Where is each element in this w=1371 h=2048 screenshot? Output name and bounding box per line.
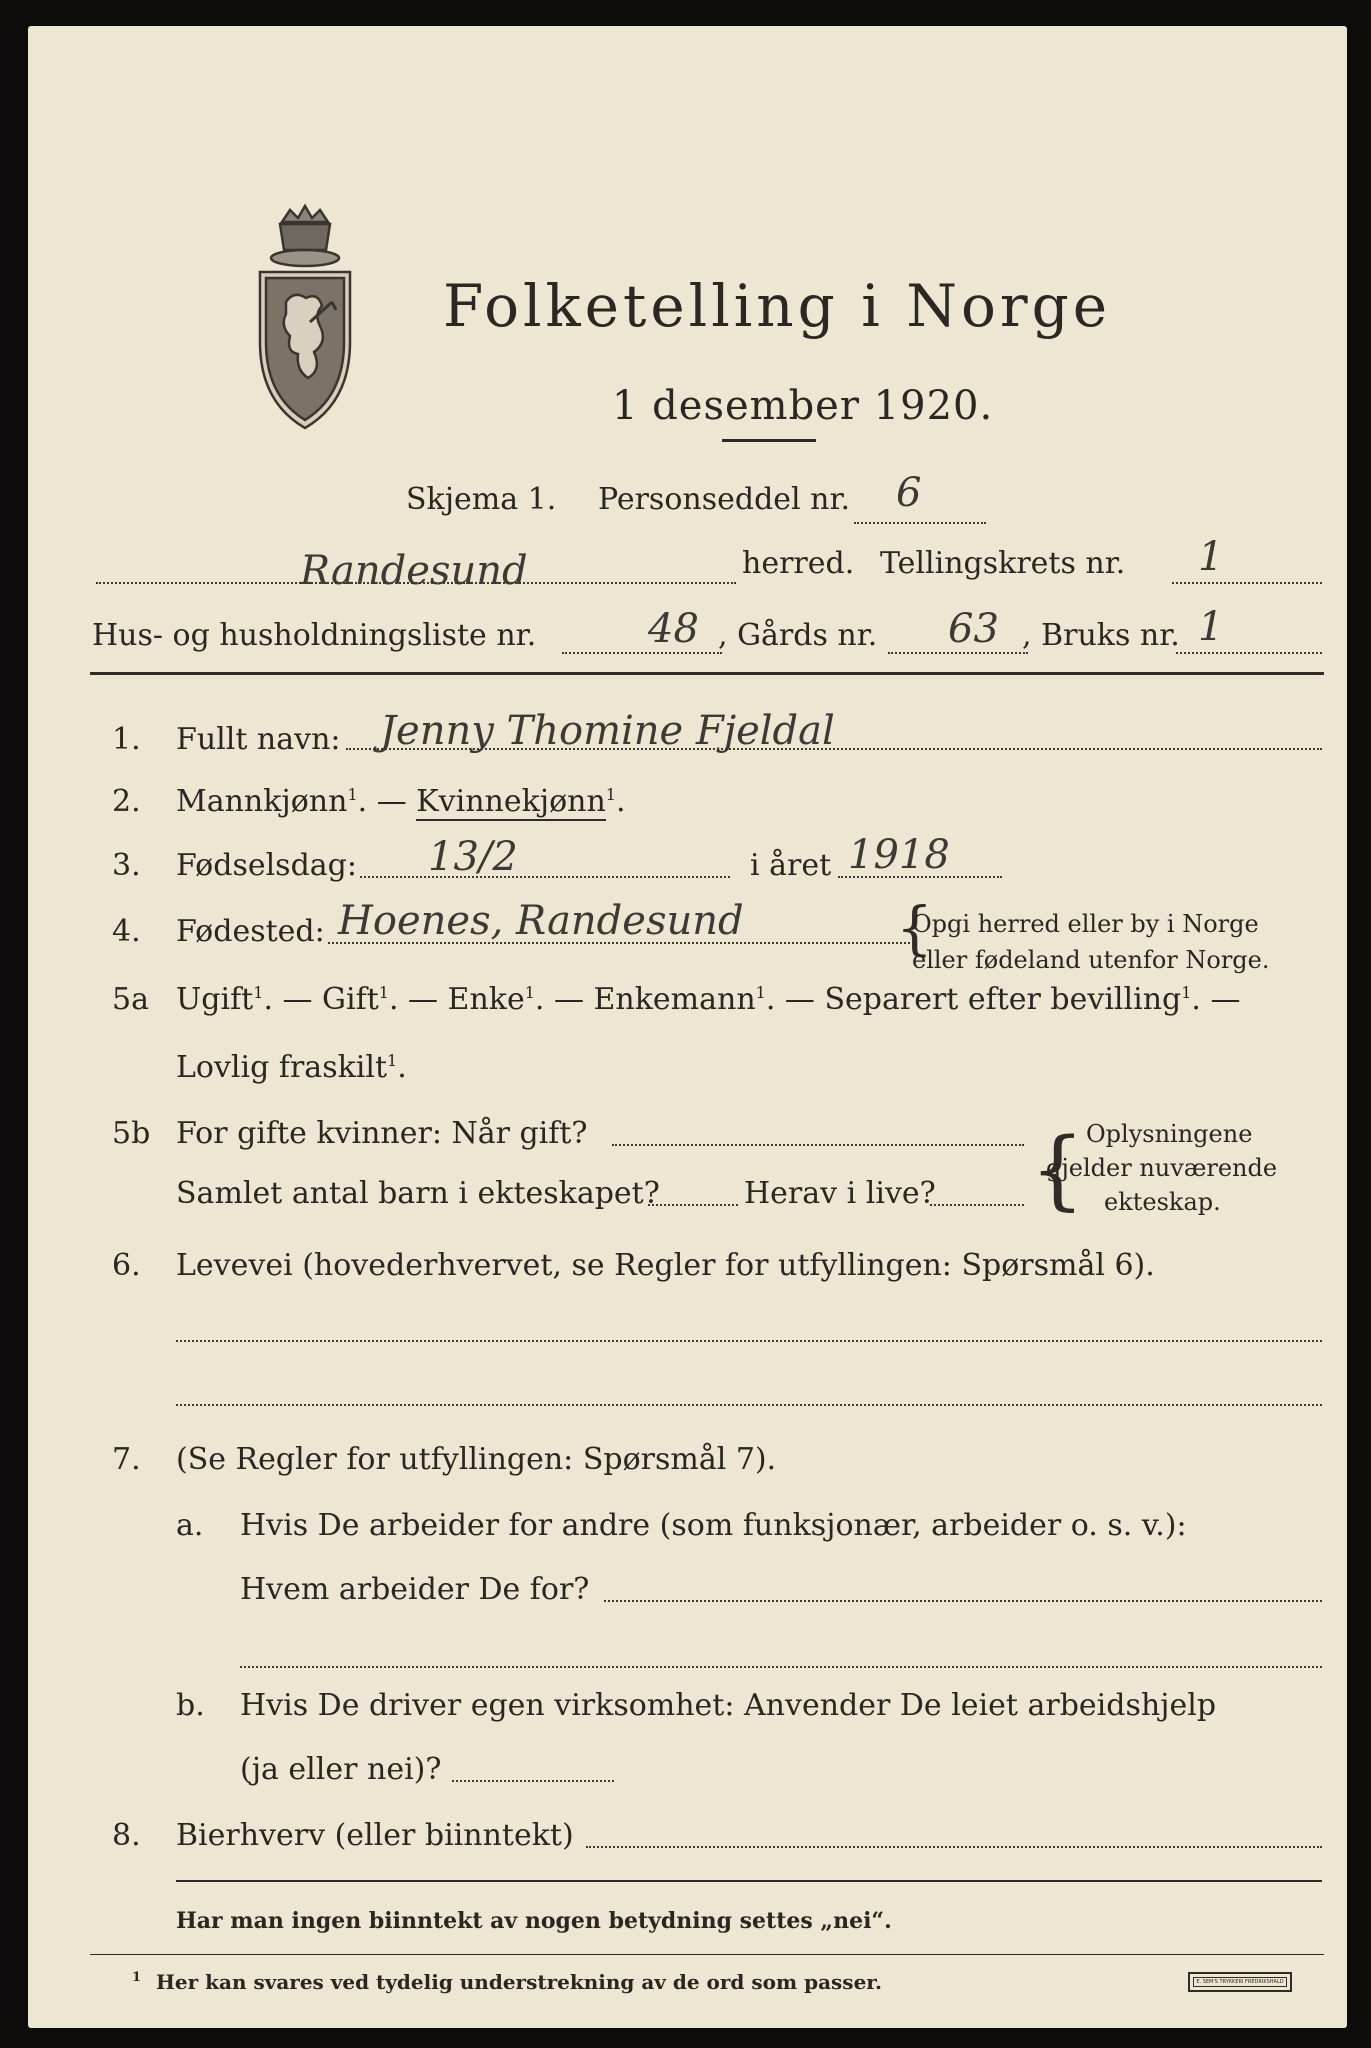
tellingskrets-label: Tellingskrets nr. — [880, 546, 1126, 581]
q6-number: 6. — [112, 1248, 141, 1283]
q5b-note-line1: Oplysningene — [1086, 1120, 1253, 1148]
q8-label: Bierhverv (eller biinntekt) — [176, 1818, 574, 1853]
q7a-label: Hvis De arbeider for andre (som funksjonær, arbeider o. s. v.): — [240, 1508, 1187, 1543]
norwegian-coat-of-arms-icon — [252, 202, 358, 432]
gards-label: , Gårds nr. — [718, 618, 878, 653]
gards-value: 63 — [948, 606, 999, 652]
personseddel-value: 6 — [896, 470, 922, 516]
header-divider — [90, 672, 1324, 675]
footer-note: Har man ingen biinntekt av nogen betydning settes „nei“. — [176, 1908, 892, 1934]
printer-stamp: E. SEM'S TRYKKERI FREDRIKSHALD — [1188, 1972, 1292, 1992]
q7b-letter: b. — [176, 1688, 205, 1723]
personseddel-label: Personseddel nr. — [598, 482, 851, 517]
hus-label: Hus- og husholdningsliste nr. — [92, 618, 537, 653]
bruks-label: , Bruks nr. — [1022, 618, 1180, 653]
title-divider — [722, 439, 816, 442]
q7-number: 7. — [112, 1442, 141, 1477]
q4-label: Fødested: — [176, 914, 325, 949]
q5b-herav-i-live: Herav i live? — [744, 1176, 936, 1211]
q2-kvinnekjonn: Kvinnekjønn — [416, 784, 606, 819]
q4-number: 4. — [112, 914, 141, 949]
q7a-label2: Hvem arbeider De for? — [240, 1572, 590, 1607]
q5b-note-line3: ekteskap. — [1104, 1188, 1221, 1216]
q4-birthplace: Hoenes, Randesund — [338, 898, 744, 944]
q4-note-line1: Opgi herred eller by i Norge — [912, 910, 1259, 938]
q7a-letter: a. — [176, 1508, 204, 1543]
tellingskrets-value: 1 — [1198, 534, 1224, 580]
footnote-text: Her kan svares ved tydelig understrekning av de ord som passer. — [156, 1970, 882, 1994]
footnote-mark: 1 — [132, 1970, 142, 1985]
footnote-divider — [90, 1954, 1324, 1955]
q3-year-label: i året — [750, 848, 832, 883]
q5a-options: Ugift$^1$. — Gift$^1$. — Enke$^1$. — Enkemann$^1$. — Separert efter bevilling$^1$. — — [176, 982, 1241, 1017]
q6-label: Levevei (hovederhvervet, se Regler for utfyllingen: Spørsmål 6). — [176, 1248, 1155, 1283]
q5a-number: 5a — [112, 982, 149, 1017]
herred-value: Randesund — [300, 548, 528, 594]
q5b-note-line2: gjelder nuværende — [1046, 1154, 1278, 1182]
q5b-antal-barn: Samlet antal barn i ekteskapet? — [176, 1176, 660, 1211]
q8-number: 8. — [112, 1818, 141, 1853]
q3-label: Fødselsdag: — [176, 848, 357, 883]
q4-note-line2: eller fødeland utenfor Norge. — [912, 946, 1270, 974]
q2-options: Mannkjønn$^1$. — Kvinnekjønn$^1$. — [176, 784, 626, 819]
q1-full-name: Jenny Thomine Fjeldal — [380, 708, 835, 754]
q7b-label2: (ja eller nei)? — [240, 1752, 442, 1787]
form-title: Folketelling i Norge — [443, 272, 1112, 340]
bruks-value: 1 — [1198, 604, 1224, 650]
q2-mannkjonn: Mannkjønn — [176, 784, 348, 819]
census-date: 1 desember 1920. — [612, 383, 994, 429]
q7b-label: Hvis De driver egen virksomhet: Anvender De leiet arbeidshjelp — [240, 1688, 1217, 1723]
q2-number: 2. — [112, 784, 141, 819]
q1-number: 1. — [112, 722, 141, 757]
skjema-label: Skjema 1. — [406, 482, 557, 517]
q3-birth-year: 1918 — [848, 832, 950, 878]
q1-label: Fullt navn: — [176, 722, 341, 757]
q5b-number: 5b — [112, 1116, 151, 1151]
q3-birthday: 13/2 — [428, 834, 518, 880]
q5b-brace: { — [1030, 1120, 1085, 1220]
footer-divider — [176, 1880, 1322, 1882]
q7-label: (Se Regler for utfyllingen: Spørsmål 7). — [176, 1442, 777, 1477]
q5b-nar-gift: For gifte kvinner: Når gift? — [176, 1116, 588, 1151]
q5a-lovlig: Lovlig fraskilt$^1$. — [176, 1050, 407, 1085]
hus-value: 48 — [648, 606, 699, 652]
q4-brace: { — [896, 894, 933, 962]
herred-label: herred. — [742, 546, 855, 581]
census-form-page — [28, 26, 1347, 2028]
q3-number: 3. — [112, 848, 141, 883]
